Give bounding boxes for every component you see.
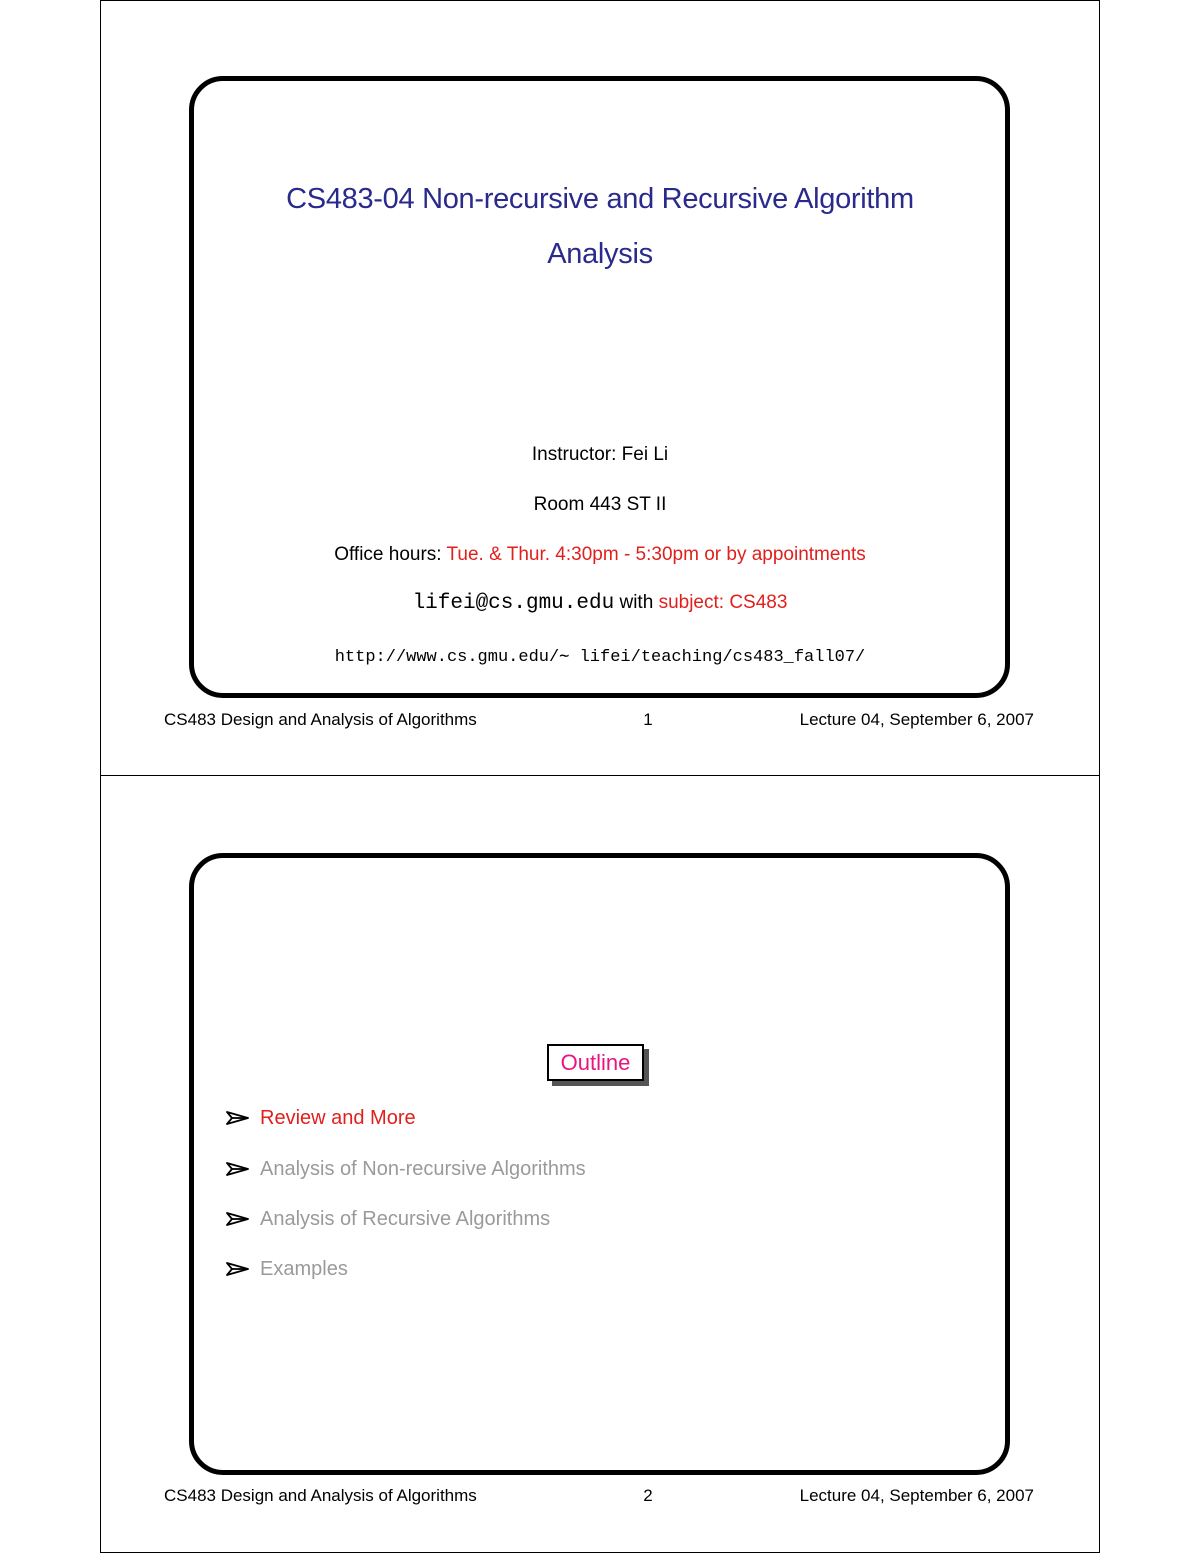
room-line: Room 443 ST II [533,494,667,515]
outline-item-label: Examples [260,1257,348,1280]
outline-item-label: Analysis of Recursive Algorithms [260,1207,551,1230]
email-with: with [614,592,659,613]
course-url[interactable]: http://www.cs.gmu.edu/∼ lifei/teaching/cs483_fall07/ [334,648,866,667]
outline-item-non-recursive [226,1155,586,1183]
footer-page-number-1: 1 [643,710,653,729]
pointing-arrow-icon [226,1210,250,1228]
pointing-arrow-icon [226,1260,250,1278]
outline-badge: Outline [547,1044,644,1081]
footer-course-2: CS483 Design and Analysis of Algorithms [164,1486,477,1505]
footer-lecture-1: Lecture 04, September 6, 2007 [799,710,1034,729]
slide-1-title-line-1: CS483-04 Non-recursive and Recursive Algorithm [286,183,914,215]
page-divider [100,775,1100,776]
outline-item-recursive [226,1205,550,1233]
instructor-line: Instructor: Fei Li [531,444,669,465]
pointing-arrow-icon [226,1109,250,1127]
email-subject: subject: CS483 [658,592,788,613]
pointing-arrow-icon [226,1160,250,1178]
footer-page-number-2: 2 [643,1486,653,1505]
footer-lecture-2: Lecture 04, September 6, 2007 [799,1486,1034,1505]
email-line [200,592,1000,615]
office-hours-label: Office hours: [334,544,447,565]
outline-item-label: Analysis of Non-recursive Algorithms [260,1157,586,1180]
footer-course-1: CS483 Design and Analysis of Algorithms [164,710,477,729]
office-hours-line [200,544,1000,566]
slide-1-title-line-2: Analysis [547,238,653,270]
outline-item-label: Review and More [260,1106,416,1129]
outline-item-examples [226,1255,348,1283]
email-address[interactable]: lifei@cs.gmu.edu [412,592,615,615]
office-hours-value: Tue. & Thur. 4:30pm - 5:30pm or by appointments [446,544,866,565]
outline-item-review [226,1104,416,1132]
